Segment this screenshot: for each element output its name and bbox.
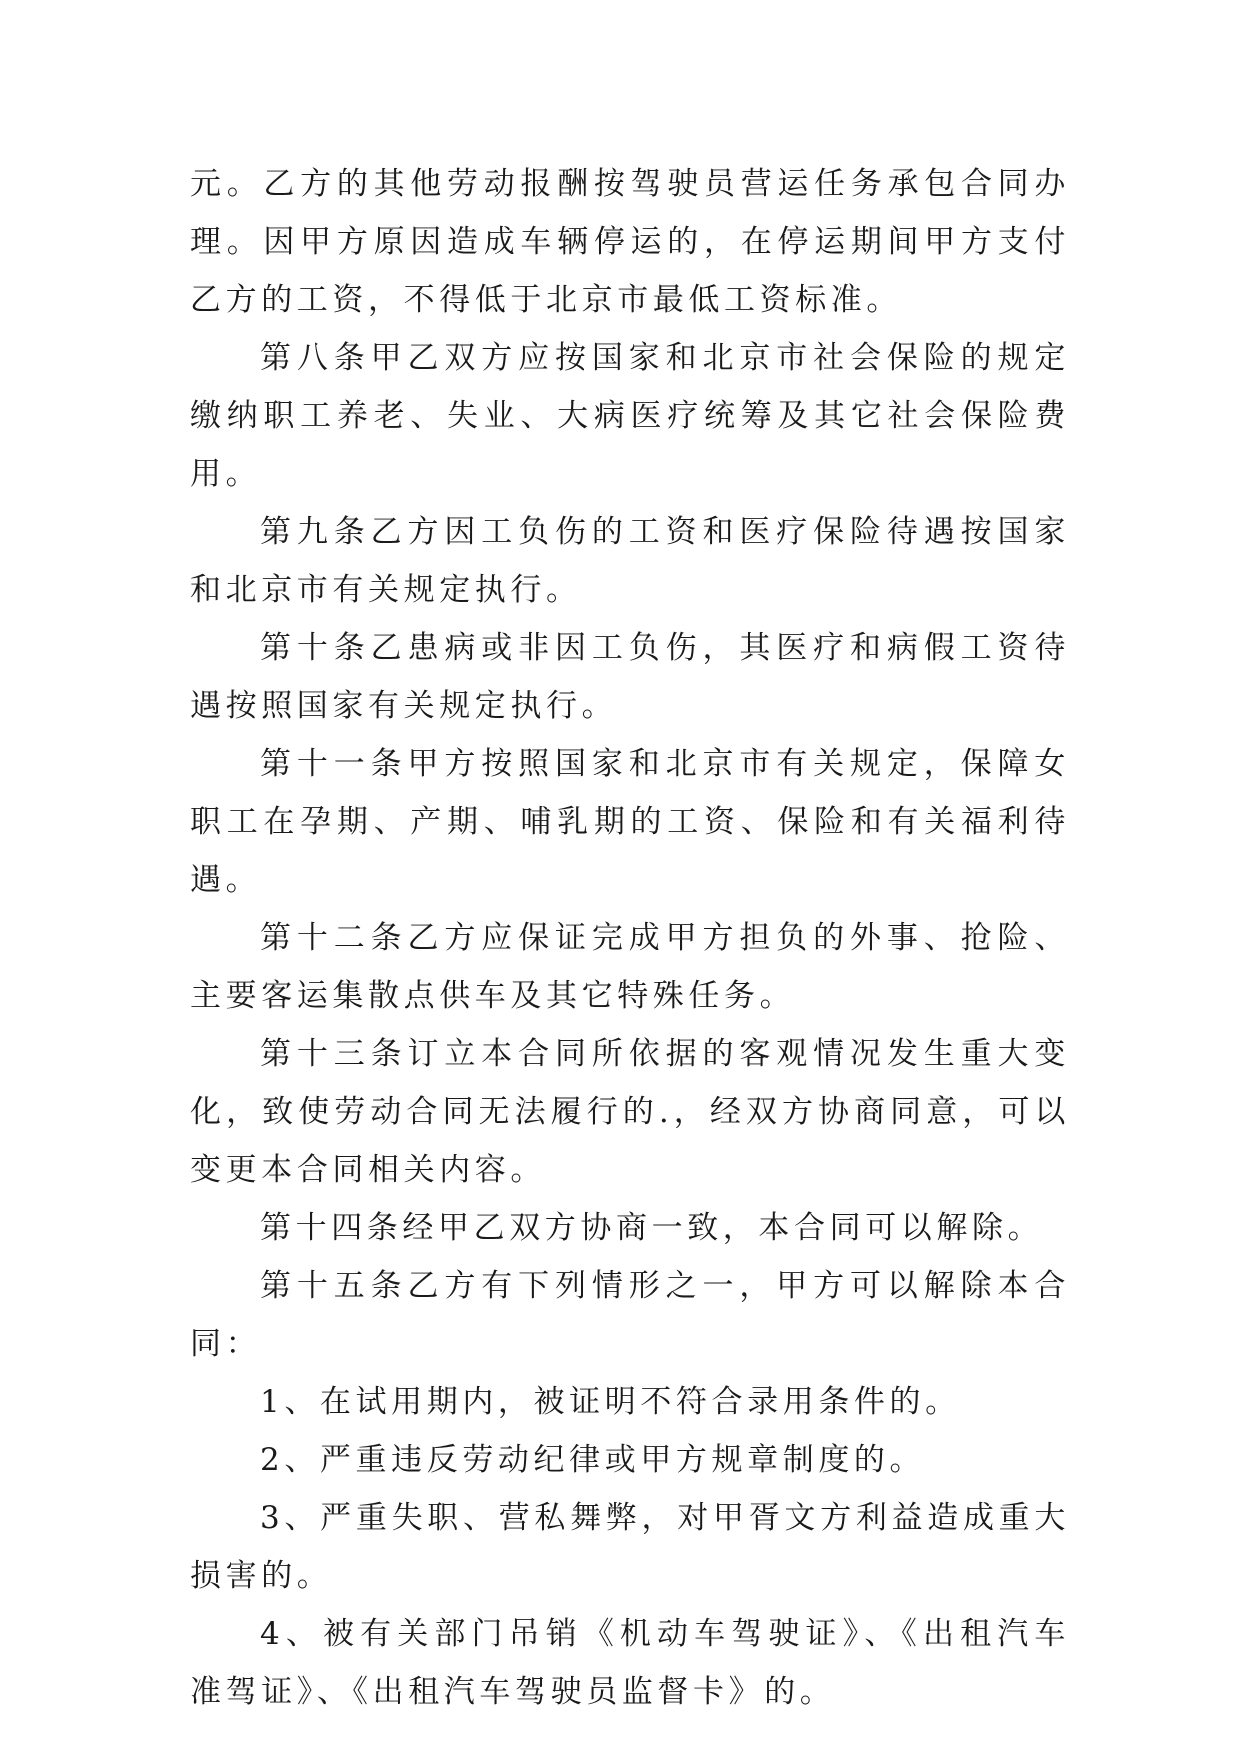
list-item-2: 2、严重违反劳动纪律或甲方规章制度的。 bbox=[260, 1442, 926, 1478]
paragraph-article-15: 第十五条乙方有下列情形之一，甲方可以解除本合同： bbox=[190, 1268, 1070, 1362]
list-item-1: 1、在试用期内，被证明不符合录用条件的。 bbox=[260, 1384, 961, 1420]
list-item-4: 4、被有关部门吊销《机动车驾驶证》、《出租汽车准驾证》、《出租汽车驾驶员监督卡》的。 bbox=[190, 1616, 1070, 1710]
paragraph-article-10: 第十条乙患病或非因工负伤，其医疗和病假工资待遇按照国家有关规定执行。 bbox=[190, 630, 1070, 724]
paragraph-wages-continued: 元。乙方的其他劳动报酬按驾驶员营运任务承包合同办理。因甲方原因造成车辆停运的，在停运期间甲方支付乙方的工资，不得低于北京市最低工资标准。 bbox=[190, 166, 1070, 318]
paragraph-article-14: 第十四条经甲乙双方协商一致，本合同可以解除。 bbox=[260, 1210, 1044, 1246]
paragraph-article-12: 第十二条乙方应保证完成甲方担负的外事、抢险、主要客运集散点供车及其它特殊任务。 bbox=[190, 920, 1070, 1014]
paragraph-article-8: 第八条甲乙双方应按国家和北京市社会保险的规定缴纳职工养老、失业、大病医疗统筹及其它社会保险费用。 bbox=[190, 340, 1070, 492]
paragraph-article-9: 第九条乙方因工负伤的工资和医疗保险待遇按国家和北京市有关规定执行。 bbox=[190, 514, 1070, 608]
list-item-3: 3、严重失职、营私舞弊，对甲胥文方利益造成重大损害的。 bbox=[190, 1500, 1070, 1594]
document-body bbox=[190, 155, 1070, 1721]
paragraph-article-13: 第十三条订立本合同所依据的客观情况发生重大变化，致使劳动合同无法履行的.，经双方协商同意，可以变更本合同相关内容。 bbox=[190, 1036, 1070, 1188]
paragraph-article-11: 第十一条甲方按照国家和北京市有关规定，保障女职工在孕期、产期、哺乳期的工资、保险和有关福利待遇。 bbox=[190, 746, 1070, 898]
